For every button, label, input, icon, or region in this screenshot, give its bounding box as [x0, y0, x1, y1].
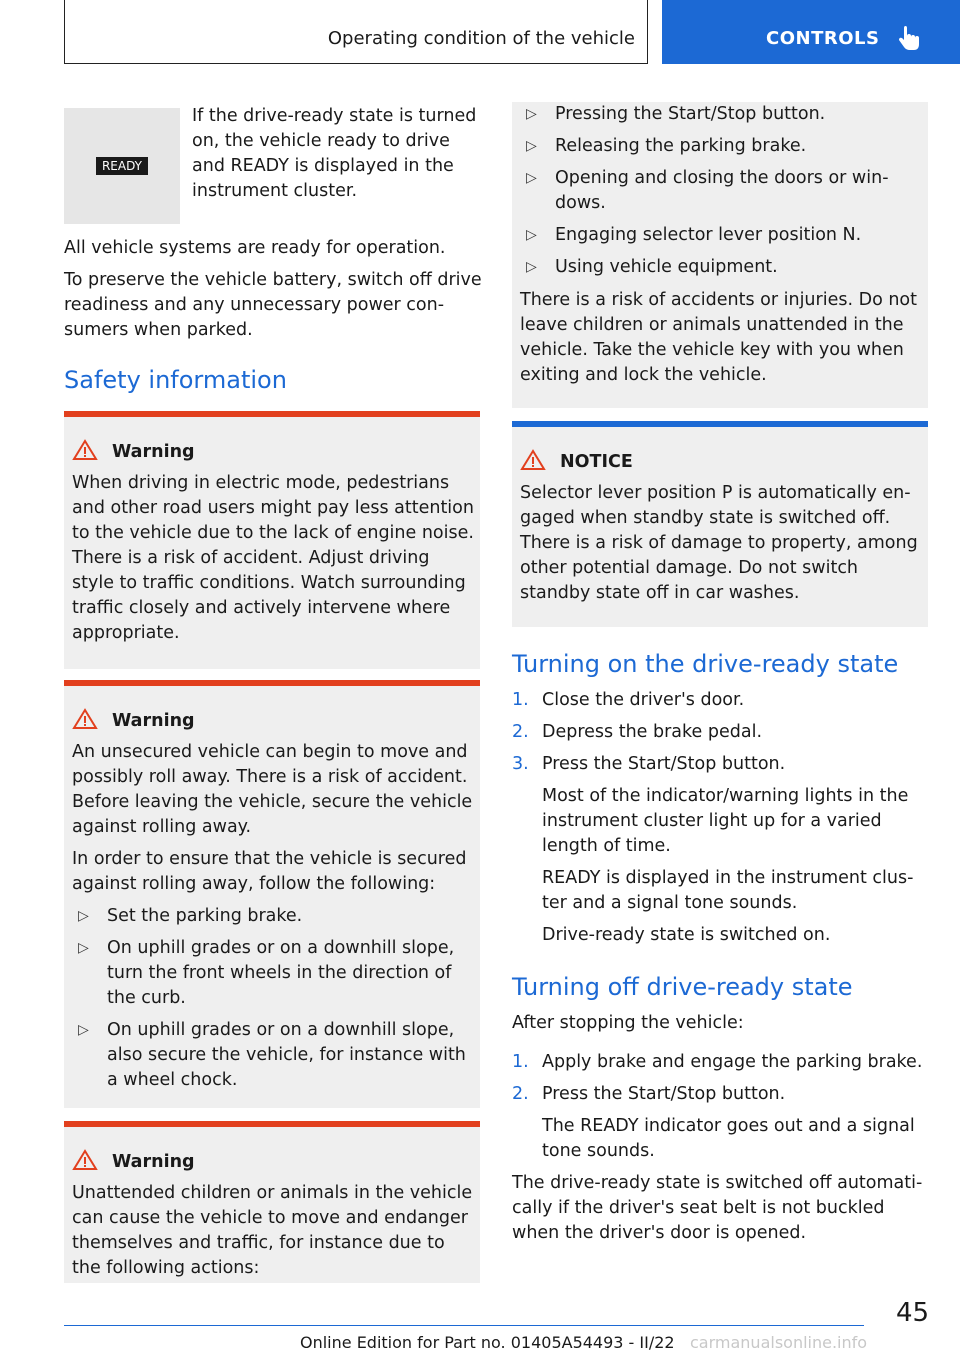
triangle-bullet-icon: ▷: [526, 106, 537, 122]
notice-box: [512, 427, 928, 627]
warning-list: [72, 904, 472, 1100]
warning-triangle-icon: [72, 439, 98, 461]
list-item: ▷ Opening and closing the doors or windows.: [526, 168, 889, 213]
ready-intro-text: If the drive-ready state is turned on, the vehicle ready to drive and READY is displayed in the instrument cluster.: [192, 106, 477, 201]
page-number: 45: [896, 1298, 930, 1328]
notice-triangle-icon: [520, 449, 546, 471]
turning-off-final-text: The drive-ready state is switched off automatically if the driver's seat belt is not buckled when the driver's door is opened.: [512, 1173, 923, 1243]
warning-title: Warning: [112, 711, 195, 731]
step-item: 1. Close the driver's door.: [512, 690, 745, 710]
warning-text: In order to ensure that the vehicle is secured against rolling away, follow the following:: [72, 849, 467, 894]
list-item: ▷ Set the parking brake.: [72, 904, 472, 929]
footer-divider: [64, 1325, 864, 1326]
safety-heading: Safety information: [64, 366, 287, 394]
list-item: ▷ Using vehicle equipment.: [520, 255, 920, 280]
triangle-bullet-icon: ▷: [526, 170, 537, 186]
actions-list: [520, 102, 920, 287]
triangle-bullet-icon: ▷: [78, 1022, 89, 1038]
warning-box-3: [64, 1127, 480, 1283]
list-item: ▷ Pressing the Start/Stop button.: [520, 102, 920, 127]
warning-box-1: [64, 417, 480, 669]
step-item: 2. Press the Start/Stop button.: [512, 1084, 786, 1104]
step-item: 2. Depress the brake pedal.: [512, 722, 763, 742]
warning-text: When driving in electric mode, pedestrians and other road users might pay less attention to the vehicle due to the lack of engine noise. There is a risk of accident. Adjust driving style to traffic conditions. Watch surrounding traffic closely and actively intervene where appropriate.: [72, 473, 474, 643]
watermark: carmanualsonline.info: [690, 1333, 868, 1352]
notice-title: NOTICE: [560, 452, 633, 472]
step-detail: Most of the indicator/warning lights in the instrument cluster light up for a varied length of time.: [542, 786, 909, 856]
warning-text: An unsecured vehicle can begin to move and possibly roll away. There is a risk of accident. Before leaving the vehicle, secure the vehicle against rolling away.: [72, 742, 473, 837]
list-item: ▷ Engaging selector lever position N.: [520, 223, 920, 248]
ready-indicator-image: [64, 108, 180, 224]
warning-box-2: [64, 686, 480, 1108]
triangle-bullet-icon: ▷: [526, 259, 537, 275]
triangle-bullet-icon: ▷: [526, 227, 537, 243]
header-chapter-title: CONTROLS: [766, 28, 880, 49]
list-item: ▷ Releasing the parking brake.: [520, 134, 920, 159]
step-detail: The READY indicator goes out and a signal tone sounds.: [542, 1116, 915, 1161]
step-item: 1. Apply brake and engage the parking brake.: [512, 1052, 923, 1072]
step-item: 3. Press the Start/Stop button.: [512, 754, 786, 774]
list-item: ▷ On uphill grades or on a downhill slope, also secure the vehicle, for instance with a wheel chock.: [78, 1020, 466, 1090]
turning-on-heading: Turning on the drive-ready state: [512, 650, 899, 678]
triangle-bullet-icon: ▷: [526, 138, 537, 154]
warning-text: Unattended children or animals in the vehicle can cause the vehicle to move and endanger themselves and traffic, for instance due to the following actions:: [72, 1183, 473, 1278]
warning-triangle-icon: [72, 708, 98, 730]
list-item: ▷ On uphill grades or on a downhill slope, turn the front wheels in the direction of the curb.: [78, 938, 455, 1008]
hand-pointer-icon: [896, 26, 922, 52]
battery-text: To preserve the vehicle battery, switch off drive readiness and any unnecessary power consumers when parked.: [64, 270, 482, 340]
triangle-bullet-icon: ▷: [78, 940, 89, 956]
footer-edition: Online Edition for Part no. 01405A54493 - II/22: [300, 1333, 675, 1352]
turning-off-heading: Turning off drive-ready state: [512, 973, 853, 1001]
turning-off-section: [512, 1011, 928, 1246]
header-chapter-box: [662, 0, 960, 64]
warning-title: Warning: [112, 1152, 195, 1172]
turning-on-steps: [512, 688, 928, 955]
risk-text: There is a risk of accidents or injuries. Do not leave children or animals unattended in the vehicle. Take the vehicle key with you when exiting and lock the vehicle.: [520, 290, 917, 385]
warning-title: Warning: [112, 442, 195, 462]
ready-badge: READY: [96, 157, 148, 175]
warning-continuation-box: [512, 102, 928, 408]
notice-text: Selector lever position P is automatically engaged when standby state is switched off. There is a risk of damage to property, among other potential damage. Do not switch standby state off in car washes.: [520, 483, 918, 603]
step-detail: Drive-ready state is switched on.: [542, 925, 831, 945]
systems-ready-text: All vehicle systems are ready for operation.: [64, 238, 446, 258]
header-section-title: Operating condition of the vehicle: [327, 28, 635, 49]
step-detail: READY is displayed in the instrument cluster and a signal tone sounds.: [542, 868, 914, 913]
turning-off-intro: After stopping the vehicle:: [512, 1013, 744, 1033]
warning-triangle-icon: [72, 1149, 98, 1171]
header-section-box: [64, 0, 648, 64]
triangle-bullet-icon: ▷: [78, 908, 89, 924]
